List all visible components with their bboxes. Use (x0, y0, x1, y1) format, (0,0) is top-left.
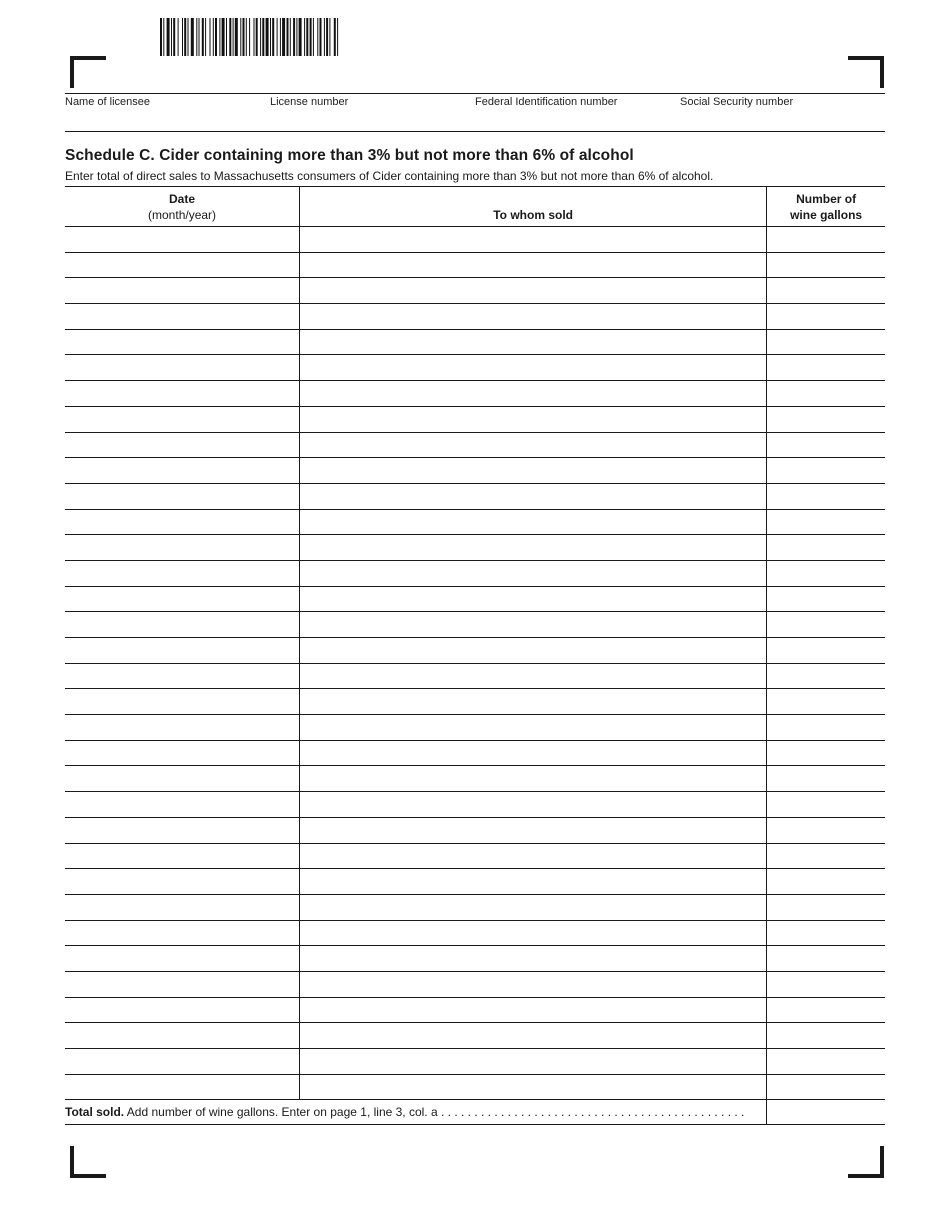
gallons-cell[interactable] (767, 869, 885, 895)
table-row (65, 997, 885, 1023)
table-row (65, 586, 885, 612)
to-whom-cell[interactable] (300, 663, 767, 689)
date-cell[interactable] (65, 689, 300, 715)
to-whom-cell[interactable] (300, 1023, 767, 1049)
to-whom-cell[interactable] (300, 329, 767, 355)
table-row (65, 252, 885, 278)
date-cell[interactable] (65, 946, 300, 972)
gallons-cell[interactable] (767, 1074, 885, 1100)
gallons-cell[interactable] (767, 278, 885, 304)
to-whom-cell[interactable] (300, 458, 767, 484)
to-whom-cell[interactable] (300, 586, 767, 612)
table-row (65, 535, 885, 561)
gallons-cell[interactable] (767, 406, 885, 432)
table-row (65, 971, 885, 997)
table-row (65, 766, 885, 792)
header-bottom-rule (65, 131, 885, 132)
licensee-name-label: Name of licensee (65, 96, 150, 108)
date-cell[interactable] (65, 252, 300, 278)
to-whom-cell[interactable] (300, 715, 767, 741)
gallons-cell[interactable] (767, 458, 885, 484)
gallons-cell[interactable] (767, 663, 885, 689)
total-gallons-field[interactable] (767, 1100, 885, 1125)
table-row (65, 381, 885, 407)
to-whom-cell[interactable] (300, 792, 767, 818)
license-number-field[interactable] (270, 110, 470, 130)
date-cell[interactable] (65, 869, 300, 895)
to-whom-cell[interactable] (300, 920, 767, 946)
to-whom-cell[interactable] (300, 406, 767, 432)
date-cell[interactable] (65, 766, 300, 792)
date-cell[interactable] (65, 843, 300, 869)
date-cell[interactable] (65, 1049, 300, 1075)
to-whom-cell[interactable] (300, 509, 767, 535)
gallons-header-line2: wine gallons (790, 207, 863, 222)
date-cell[interactable] (65, 227, 300, 253)
gallons-cell[interactable] (767, 612, 885, 638)
to-whom-cell[interactable] (300, 227, 767, 253)
license-number-label: License number (270, 96, 349, 108)
gallons-cell[interactable] (767, 766, 885, 792)
table-row (65, 355, 885, 381)
gallons-header-line1: Number of (796, 191, 857, 206)
table-row (65, 792, 885, 818)
to-whom-cell[interactable] (300, 252, 767, 278)
gallons-cell[interactable] (767, 740, 885, 766)
gallons-cell[interactable] (767, 355, 885, 381)
gallons-cell[interactable] (767, 971, 885, 997)
table-row (65, 843, 885, 869)
date-cell[interactable] (65, 715, 300, 741)
ssn-label: Social Security number (680, 96, 794, 108)
total-label-cell (65, 1100, 767, 1125)
total-leader-dots: . . . . . . . . . . . . . . . . . . . . . . . . . . . . . . . . . . . . . . . . . . . . . . (437, 1105, 745, 1120)
to-whom-cell[interactable] (300, 432, 767, 458)
gallons-cell[interactable] (767, 586, 885, 612)
registration-mark-top-left (70, 56, 106, 88)
gallons-cell[interactable] (767, 689, 885, 715)
gallons-cell[interactable] (767, 509, 885, 535)
table-row (65, 1049, 885, 1075)
gallons-cell[interactable] (767, 638, 885, 664)
date-cell[interactable] (65, 509, 300, 535)
table-row (65, 894, 885, 920)
date-cell[interactable] (65, 560, 300, 586)
gallons-cell[interactable] (767, 817, 885, 843)
date-cell[interactable] (65, 1023, 300, 1049)
table-header-row (65, 187, 885, 227)
table-row (65, 740, 885, 766)
date-cell[interactable] (65, 535, 300, 561)
date-header-label: Date (169, 191, 196, 206)
registration-mark-top-right (848, 56, 884, 88)
gallons-cell[interactable] (767, 946, 885, 972)
to-whom-cell[interactable] (300, 1074, 767, 1100)
to-whom-cell[interactable] (300, 612, 767, 638)
to-whom-header-label: To whom sold (493, 208, 574, 222)
table-row (65, 432, 885, 458)
ssn-field[interactable] (680, 110, 885, 130)
date-cell[interactable] (65, 483, 300, 509)
date-cell[interactable] (65, 663, 300, 689)
table-row (65, 869, 885, 895)
gallons-cell[interactable] (767, 560, 885, 586)
table-row (65, 509, 885, 535)
table-row (65, 920, 885, 946)
gallons-cell[interactable] (767, 432, 885, 458)
gallons-cell[interactable] (767, 1049, 885, 1075)
table-row (65, 715, 885, 741)
date-cell[interactable] (65, 1074, 300, 1100)
gallons-cell[interactable] (767, 304, 885, 330)
to-whom-cell[interactable] (300, 740, 767, 766)
table-row (65, 227, 885, 253)
to-whom-cell[interactable] (300, 869, 767, 895)
table-row (65, 1074, 885, 1100)
date-cell[interactable] (65, 304, 300, 330)
to-whom-cell[interactable] (300, 638, 767, 664)
table-row (65, 638, 885, 664)
to-whom-column-header (300, 187, 767, 227)
to-whom-cell[interactable] (300, 560, 767, 586)
date-cell[interactable] (65, 792, 300, 818)
date-header-format: (month/year) (148, 207, 217, 222)
date-cell[interactable] (65, 638, 300, 664)
gallons-cell[interactable] (767, 329, 885, 355)
gallons-column-header (767, 187, 885, 227)
date-cell[interactable] (65, 586, 300, 612)
licensee-name-field[interactable] (65, 110, 265, 130)
gallons-cell[interactable] (767, 227, 885, 253)
to-whom-cell[interactable] (300, 843, 767, 869)
gallons-cell[interactable] (767, 920, 885, 946)
date-cell[interactable] (65, 997, 300, 1023)
date-cell[interactable] (65, 612, 300, 638)
table-row (65, 1023, 885, 1049)
table-row (65, 278, 885, 304)
date-cell[interactable] (65, 432, 300, 458)
to-whom-cell[interactable] (300, 1049, 767, 1075)
to-whom-cell[interactable] (300, 894, 767, 920)
header-top-rule (65, 93, 885, 94)
registration-mark-bottom-left (70, 1146, 106, 1178)
barcode (160, 18, 470, 56)
table-row (65, 946, 885, 972)
table-row (65, 612, 885, 638)
total-row (65, 1100, 885, 1125)
table-row (65, 689, 885, 715)
gallons-cell[interactable] (767, 252, 885, 278)
date-cell[interactable] (65, 278, 300, 304)
to-whom-cell[interactable] (300, 997, 767, 1023)
gallons-cell[interactable] (767, 715, 885, 741)
gallons-cell[interactable] (767, 1023, 885, 1049)
date-cell[interactable] (65, 971, 300, 997)
date-cell[interactable] (65, 920, 300, 946)
federal-id-field[interactable] (475, 110, 675, 130)
to-whom-cell[interactable] (300, 355, 767, 381)
total-label-text: Add number of wine gallons. Enter on page 1, line 3, col. a (124, 1105, 438, 1120)
to-whom-cell[interactable] (300, 304, 767, 330)
table-row (65, 663, 885, 689)
schedule-title: Schedule C. Cider containing more than 3% but not more than 6% of alcohol (65, 147, 634, 164)
to-whom-cell[interactable] (300, 971, 767, 997)
table-row (65, 483, 885, 509)
to-whom-cell[interactable] (300, 689, 767, 715)
to-whom-cell[interactable] (300, 817, 767, 843)
gallons-cell[interactable] (767, 894, 885, 920)
gallons-cell[interactable] (767, 535, 885, 561)
date-cell[interactable] (65, 355, 300, 381)
table-row (65, 406, 885, 432)
table-row (65, 304, 885, 330)
to-whom-cell[interactable] (300, 278, 767, 304)
gallons-cell[interactable] (767, 483, 885, 509)
gallons-cell[interactable] (767, 997, 885, 1023)
table-row (65, 817, 885, 843)
date-cell[interactable] (65, 817, 300, 843)
table-row (65, 458, 885, 484)
to-whom-cell[interactable] (300, 946, 767, 972)
to-whom-cell[interactable] (300, 381, 767, 407)
sales-table (65, 186, 885, 1125)
date-cell[interactable] (65, 329, 300, 355)
date-cell[interactable] (65, 381, 300, 407)
table-row (65, 560, 885, 586)
date-cell[interactable] (65, 406, 300, 432)
date-cell[interactable] (65, 894, 300, 920)
schedule-instruction: Enter total of direct sales to Massachusetts consumers of Cider containing more than 3% but not more than 6% of alcohol. (65, 169, 714, 183)
table-row (65, 329, 885, 355)
gallons-cell[interactable] (767, 792, 885, 818)
registration-mark-bottom-right (848, 1146, 884, 1178)
to-whom-cell[interactable] (300, 483, 767, 509)
to-whom-cell[interactable] (300, 535, 767, 561)
date-cell[interactable] (65, 740, 300, 766)
gallons-cell[interactable] (767, 843, 885, 869)
federal-id-label: Federal Identification number (475, 96, 618, 108)
date-column-header (65, 187, 300, 227)
to-whom-cell[interactable] (300, 766, 767, 792)
total-label-bold: Total sold. (65, 1105, 125, 1120)
date-cell[interactable] (65, 458, 300, 484)
gallons-cell[interactable] (767, 381, 885, 407)
